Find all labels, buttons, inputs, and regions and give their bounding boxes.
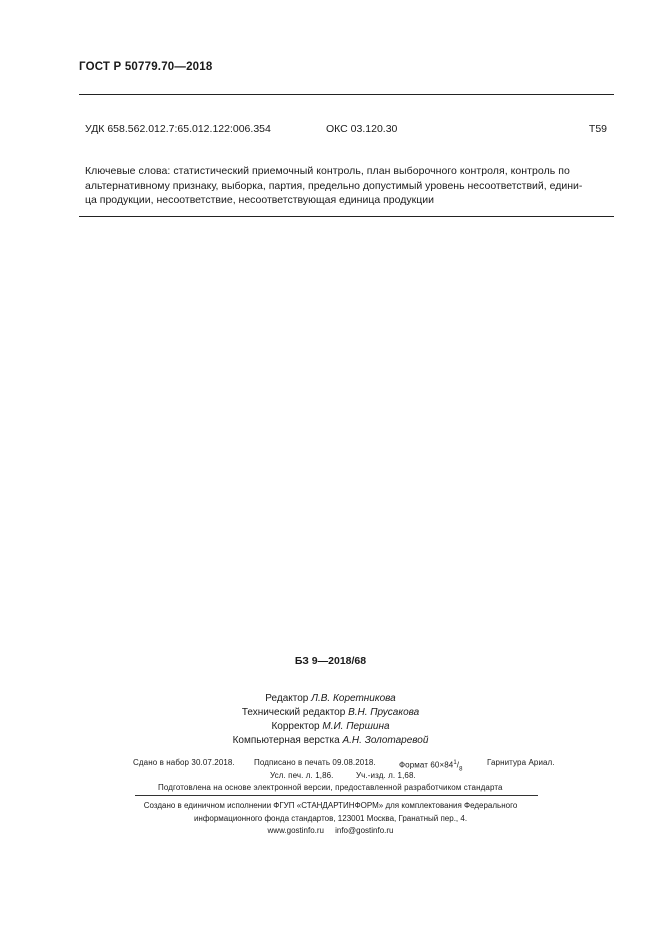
keywords-line: альтернативному признаку, выборка, партия, предельно допустимый уровень несоответствий, едини-: [85, 179, 583, 192]
corrector-name: М.И. Першина: [322, 721, 390, 732]
publisher-sheets: Уч.-изд. л. 1,68.: [356, 770, 416, 780]
document-code: ГОСТ Р 50779.70—2018: [79, 61, 213, 73]
oks-code: ОКС 03.120.30: [326, 123, 398, 135]
keywords-paragraph: [85, 164, 607, 208]
editor-role: Редактор: [265, 693, 309, 704]
editor-name: Л.В. Коретникова: [311, 693, 396, 704]
imprint-line: [0, 757, 661, 773]
prepared-note: Подготовлена на основе электронной версии, предоставленной разработчиком стандарта: [158, 783, 503, 792]
signed-date: Подписано в печать 09.08.2018.: [254, 758, 376, 767]
tech-editor-name: В.Н. Прусакова: [348, 707, 420, 718]
tech-editor-line: [0, 706, 661, 720]
font-info: Гарнитура Ариал.: [487, 758, 555, 767]
keywords-line: ца продукции, несоответствие, несоответствующая единица продукции: [85, 194, 434, 206]
layout-name: А.Н. Золотаревой: [342, 735, 429, 746]
footer-links: www.gostinfo.ru info@gostinfo.ru: [267, 826, 394, 835]
print-sheets: Усл. печ. л. 1,86.: [270, 770, 334, 780]
keywords-line: Ключевые слова: статистический приемочный контроль, план выборочного контроля, контроль по: [85, 165, 570, 177]
top-divider: [79, 94, 614, 95]
corrector-line: [0, 720, 661, 734]
print-format: Формат $60\times 84^1/_8$: [399, 760, 463, 773]
corrector-role: Корректор: [271, 721, 320, 732]
classification-row: [85, 123, 607, 137]
staff-list: [0, 692, 661, 748]
imprint-divider: [135, 795, 538, 796]
bz-number: БЗ 9—2018/68: [294, 655, 367, 667]
layout-role: Компьютерная верстка: [232, 735, 340, 746]
sent-date: Сдано в набор 30.07.2018.: [133, 758, 235, 767]
layout-line: [0, 734, 661, 748]
footer-line: Создано в единичном исполнении ФГУП «СТАНДАРТИНФОРМ» для комплектования Федерального: [143, 801, 518, 810]
editor-line: [0, 692, 661, 706]
keywords-divider: [79, 216, 614, 217]
imprint-block: [0, 757, 661, 795]
publisher-footer: [0, 800, 661, 838]
imprint-line: [0, 770, 661, 783]
tech-editor-role: Технический редактор: [241, 707, 346, 718]
t-code: Т59: [588, 123, 607, 135]
footer-line: информационного фонда стандартов, 123001 Москва, Гранатный пер., 4.: [193, 813, 468, 823]
imprint-line: [0, 782, 661, 795]
udc-code: УДК 658.562.012.7:65.012.122:006.354: [85, 123, 271, 135]
